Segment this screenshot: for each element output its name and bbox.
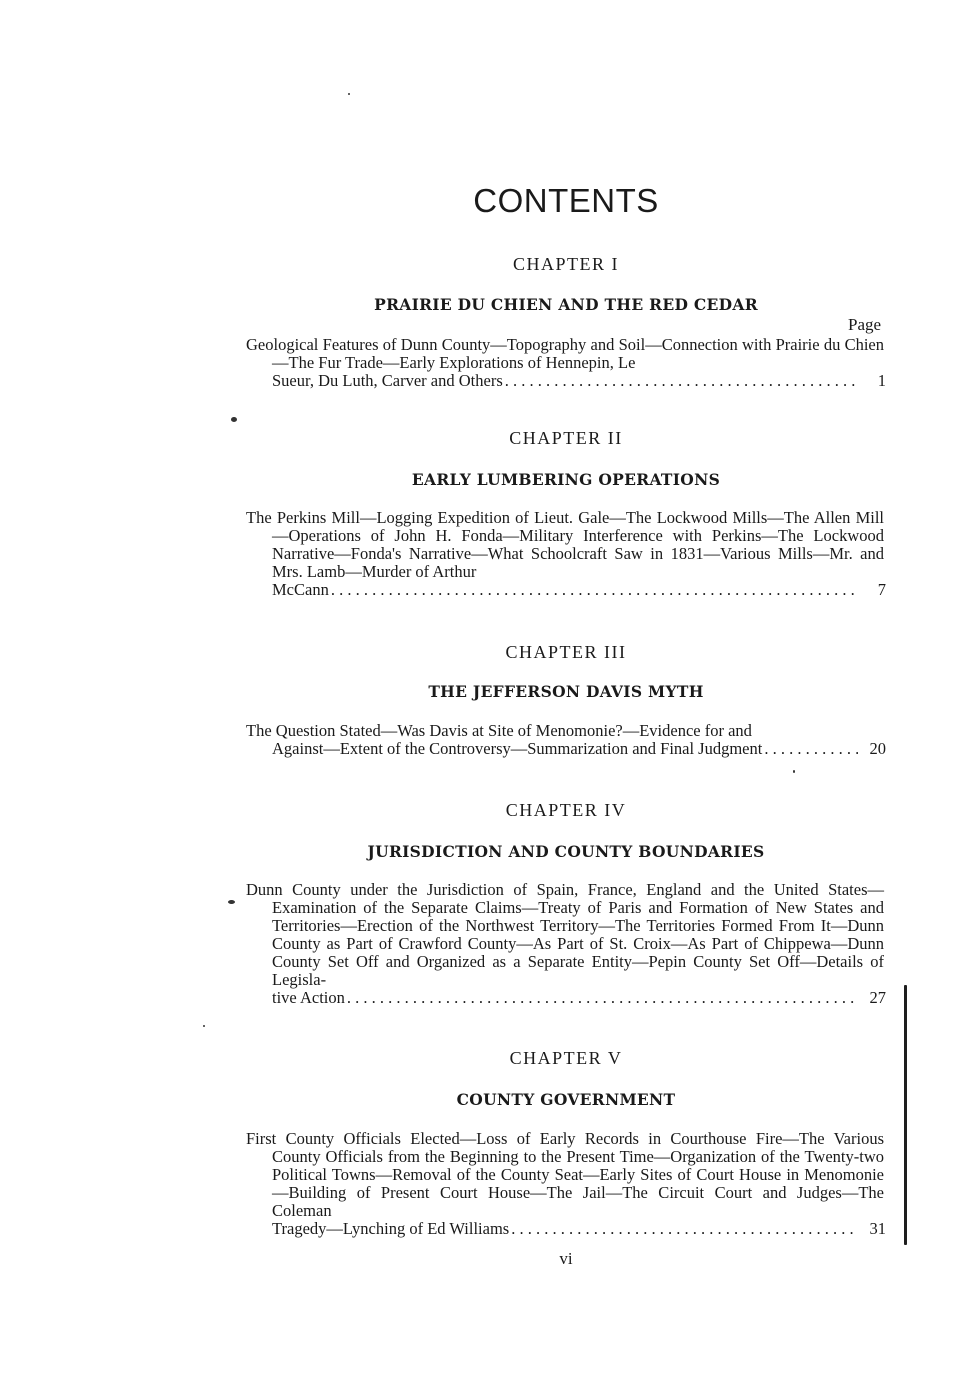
page-number: 7 [877,580,886,599]
chapter-description-tail: Tragedy—Lynching of Ed Williams [272,1219,510,1238]
entry-last-line [246,372,886,390]
chapter-title: THE JEFFERSON DAVIS MYTH [428,682,704,701]
page-number: 1 [877,371,886,390]
chapter-title: COUNTY GOVERNMENT [456,1090,676,1109]
page-number: 20 [869,739,886,758]
chapter-entry [246,722,886,758]
scan-speck [203,1025,205,1027]
chapter-label: CHAPTER III [505,642,627,662]
chapter-title: EARLY LUMBERING OPERATIONS [411,470,721,489]
chapter-description-tail: Against—Extent of the Controversy—Summarization and Final Judgment [272,739,763,758]
page-column-heading: Page [848,315,882,334]
chapter-description: First County Officials Elected—Loss of Early Records in Courthouse Fire—The Various County Officials from the Beginning to the Present Time—Organization of the Twenty-two Political Towns—Removal of the County Seat—Early Sites of Court House in Menomonie—Building of Present Court House—The Jail—The Circuit Court and Judges—The Coleman [246,1129,884,1220]
chapter-label: CHAPTER II [509,428,623,448]
chapter-label: CHAPTER IV [505,800,627,820]
chapter-description: Geological Features of Dunn County—Topography and Soil—Connection with Prairie du Chien—The Fur Trade—Early Explorations of Hennepin, Le [246,335,884,372]
chapter-label: CHAPTER I [512,254,619,274]
chapter-description-tail: tive Action [272,988,345,1007]
entry-last-line [246,740,886,758]
page-folio: vi [559,1249,573,1268]
contents-title: CONTENTS [473,182,659,219]
scan-speck [348,93,350,95]
scan-speck [228,900,235,904]
chapter-entry [246,509,886,599]
scan-speck [231,417,237,422]
chapter-entry [246,336,886,390]
chapter-description: The Perkins Mill—Logging Expedition of Lieut. Gale—The Lockwood Mills—The Allen Mill—Operations of John H. Fonda—Military Interference with Perkins—The Lockwood Narrative—Fonda's Narrative—What Schoolcraft Saw in 1831—Various Mills—Mr. and Mrs. Lamb—Murder of Arthur [246,508,884,581]
page-number: 27 [869,988,886,1007]
dot-leader [511,1220,858,1238]
entry-last-line [246,581,886,599]
chapter-label: CHAPTER V [509,1048,623,1068]
chapter-title: JURISDICTION AND COUNTY BOUNDARIES [367,842,765,861]
dot-leader [331,581,858,599]
dot-leader [764,740,858,758]
entry-last-line [246,1220,886,1238]
chapter-entry [246,881,886,1007]
scan-margin-line [904,985,907,1245]
chapter-description-tail: McCann [272,580,329,599]
chapter-entry [246,1130,886,1238]
chapter-title: PRAIRIE DU CHIEN AND THE RED CEDAR [374,295,758,314]
entry-last-line [246,989,886,1007]
scan-speck [793,770,795,773]
page-number: 31 [869,1219,886,1238]
chapter-description-tail: Sueur, Du Luth, Carver and Others [272,371,503,390]
chapter-description: Dunn County under the Jurisdiction of Spain, France, England and the United States—Examination of the Separate Claims—Treaty of Paris and Formation of New States and Territories—Erection of the Northwest Territory—The Territories Formed From It—Dunn County as Part of Crawford County—As Part of St. Croix—As Part of Chippewa—Dunn County Set Off and Organized as a Separate Entity—Pepin County Set Off—Details of Legisla- [246,880,884,989]
dot-leader [505,372,858,390]
chapter-description: The Question Stated—Was Davis at Site of Menomonie?—Evidence for and [246,721,752,740]
dot-leader [347,989,858,1007]
